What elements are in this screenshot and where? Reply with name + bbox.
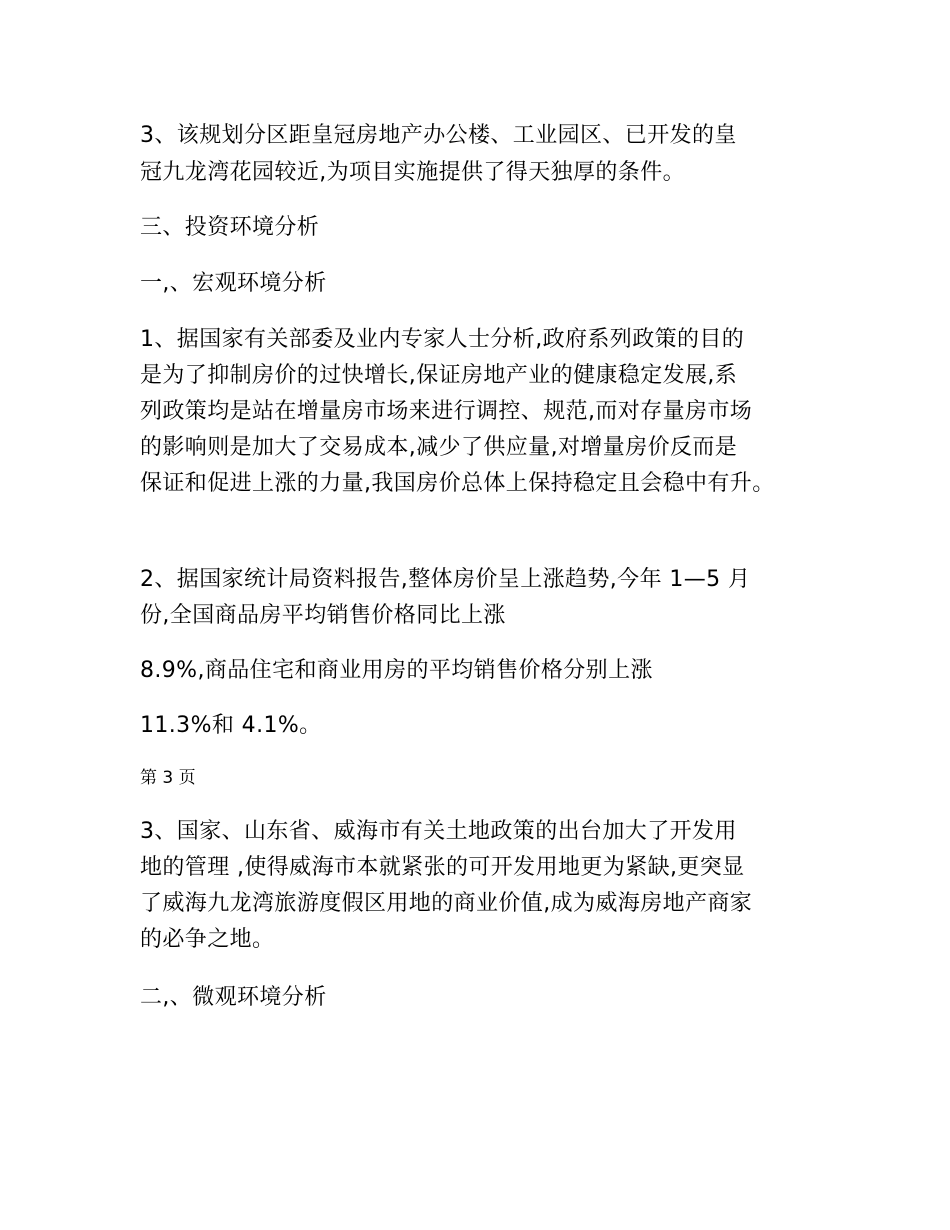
- paragraph-line: 地的管理 ,使得威海市本就紧张的可开发用地更为紧缺,更突显: [140, 855, 745, 880]
- paragraph-line: 的必争之地。: [140, 927, 275, 952]
- paragraph-line: 是为了抑制房价的过快增长,保证房地产业的健康稳定发展,系: [140, 363, 738, 388]
- paragraph-line: 了威海九龙湾旅游度假区用地的商业价值,成为威海房地产商家: [140, 891, 753, 916]
- paragraph-line: 8.9%,商品住宅和商业用房的平均销售价格分别上涨: [140, 658, 653, 683]
- subsection-heading-micro: 二,、微观环境分析: [140, 985, 327, 1010]
- paragraph-line: 1、据国家有关部委及业内专家人士分析,政府系列政策的目的: [140, 327, 745, 352]
- paragraph-line: 的影响则是加大了交易成本,减少了供应量,对增量房价反而是: [140, 435, 738, 460]
- paragraph-line: 冠九龙湾花园较近,为项目实施提供了得天独厚的条件。: [140, 160, 685, 185]
- paragraph-line: 11.3%和 4.1%。: [140, 713, 322, 738]
- paragraph-line: 保证和促进上涨的力量,我国房价总体上保持稳定且会稳中有升。: [140, 471, 775, 496]
- paragraph-line: 3、该规划分区距皇冠房地产办公楼、工业园区、已开发的皇: [140, 123, 737, 148]
- paragraph-line: 份,全国商品房平均销售价格同比上涨: [140, 603, 506, 628]
- section-heading-investment: 三、投资环境分析: [140, 215, 320, 240]
- page-number: 第 3 页: [140, 768, 196, 788]
- paragraph-line: 3、国家、山东省、威海市有关土地政策的出台加大了开发用: [140, 819, 737, 844]
- subsection-heading-macro: 一,、宏观环境分析: [140, 271, 327, 296]
- paragraph-line: 2、据国家统计局资料报告,整体房价呈上涨趋势,今年 1—5 月: [140, 567, 751, 592]
- paragraph-line: 列政策均是站在增量房市场来进行调控、规范,而对存量房市场: [140, 399, 753, 424]
